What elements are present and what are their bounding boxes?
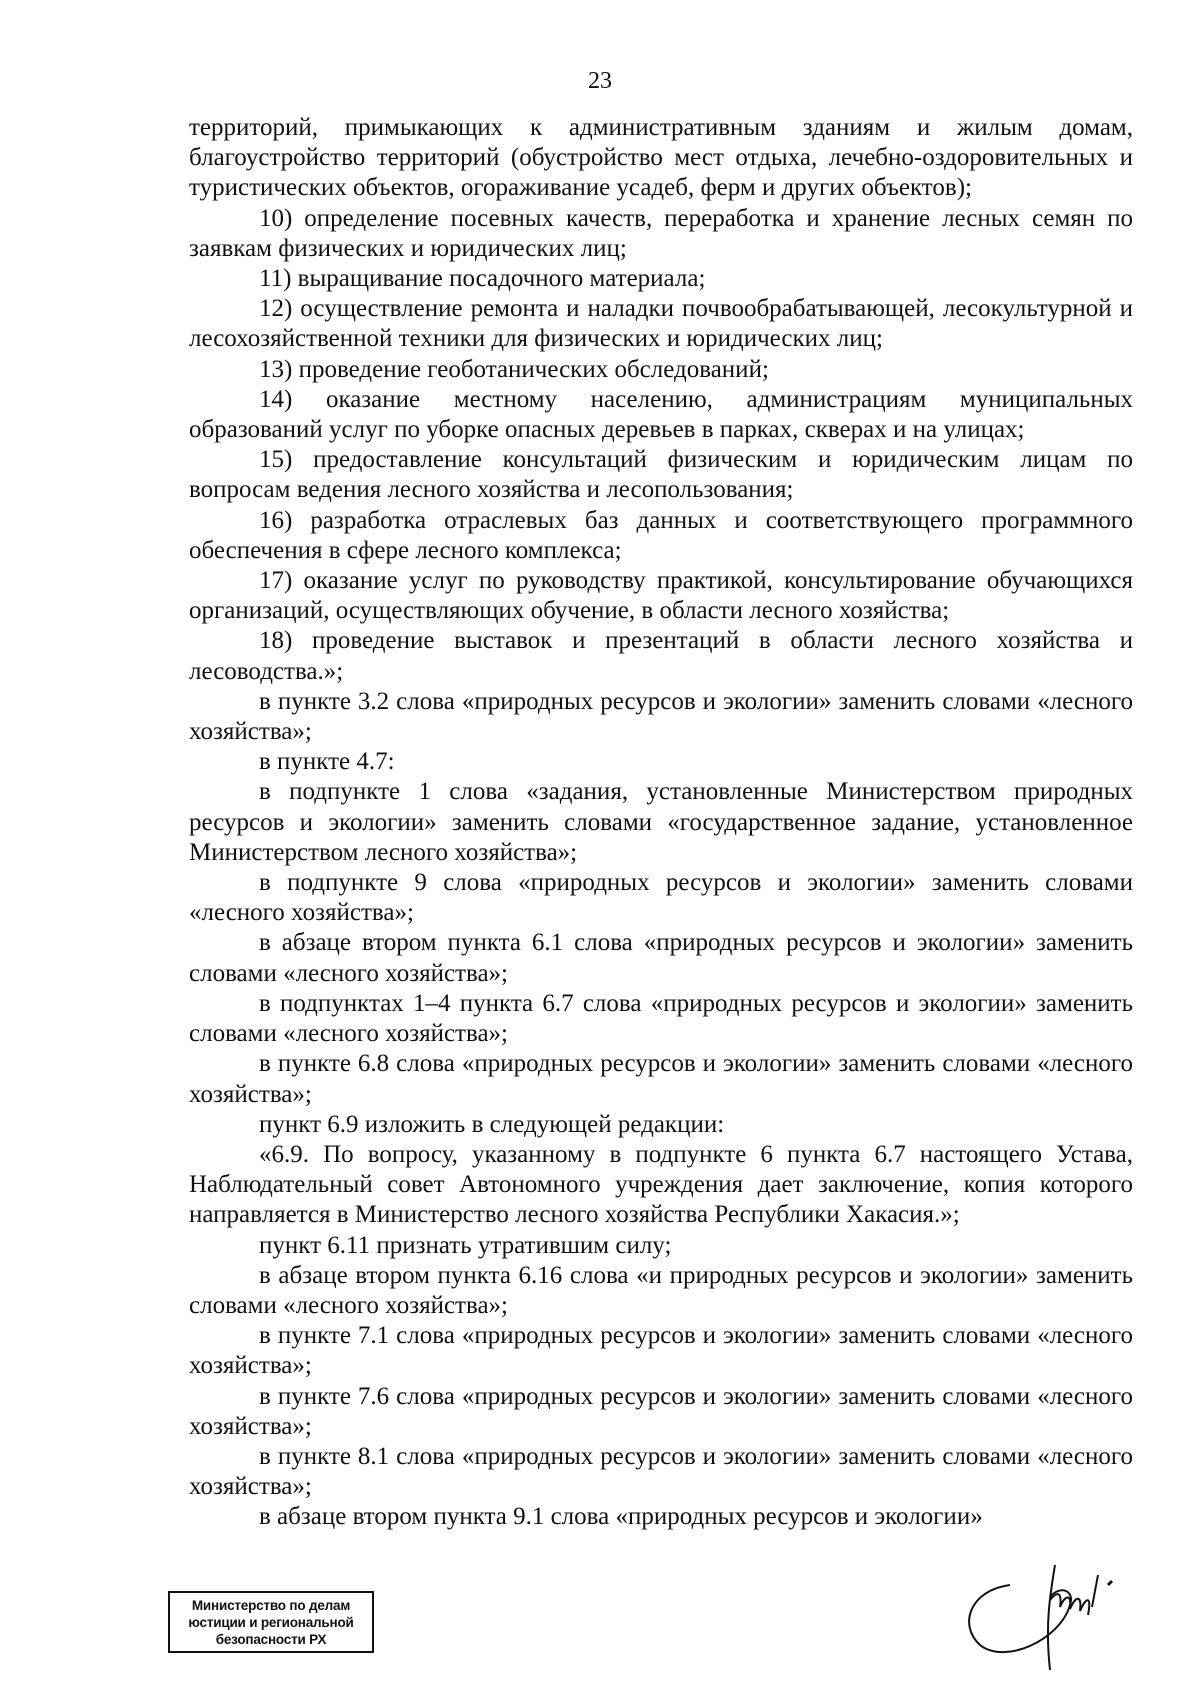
stamp-line: Министерство по делам xyxy=(191,1598,351,1613)
paragraph: в подпункте 9 слова «природных ресурсов и экологии» заменить словами «лесного хозяйства»; xyxy=(189,869,1133,927)
paragraph: в пункте 7.6 слова «природных ресурсов и экологии» заменить словами «лесного хозяйства»; xyxy=(189,1382,1133,1440)
list-item: 14) оказание местному населению, администрациям муниципальных образований услуг по уборке опасных деревьев в парках, скверах и на улицах; xyxy=(189,385,1133,444)
page-number: 23 xyxy=(588,68,612,94)
paragraph: в пункте 4.7: xyxy=(259,748,395,776)
list-item: 10) определение посевных качеств, переработка и хранение лесных семян по заявкам физических и юридических лиц; xyxy=(189,204,1133,262)
paragraph: в пункте 3.2 слова «природных ресурсов и экологии» заменить словами «лесного хозяйства»; xyxy=(189,687,1133,746)
paragraph: территорий, примыкающих к административным зданиям и жилым домам, благоустройство территорий (обустройство мест отдыха, лечебно-оздоровительных и туристических объектов, огораживание усадеб, ферм и других объектов); xyxy=(189,114,1133,202)
list-item: 18) проведение выставок и презентаций в области лесного хозяйства и лесоводства.»; xyxy=(189,627,1133,685)
list-item: 12) осуществление ремонта и наладки почвообрабатывающей, лесокультурной и лесохозяйственной техники для физических и юридических лиц; xyxy=(189,295,1133,353)
paragraph: в абзаце втором пункта 9.1 слова «природных ресурсов и экологии» xyxy=(259,1503,983,1531)
document-body xyxy=(189,113,1133,1533)
list-item: 17) оказание услуг по руководству практикой, консультирование обучающихся организаций, осуществляющих обучение, в области лесного хозяйства; xyxy=(189,567,1133,625)
stamp-line: юстиции и региональной xyxy=(188,1615,354,1630)
paragraph: в пункте 6.8 слова «природных ресурсов и экологии» заменить словами «лесного хозяйства»; xyxy=(189,1050,1133,1108)
paragraph: в подпунктах 1–4 пункта 6.7 слова «природных ресурсов и экологии» заменить словами «лесного хозяйства»; xyxy=(189,989,1133,1048)
stamp-line: безопасности РХ xyxy=(215,1632,327,1647)
ministry-stamp xyxy=(168,1591,374,1653)
signature xyxy=(950,1545,1150,1675)
list-item: 11) выращивание посадочного материала; xyxy=(259,265,706,293)
list-item: 16) разработка отраслевых баз данных и соответствующего программного обеспечения в сфере лесного комплекса; xyxy=(189,506,1133,564)
paragraph: в подпункте 1 слова «задания, установленные Министерством природных ресурсов и экологии» заменить словами «государственное задание, установленное Министерством лесного хозяйства»; xyxy=(189,778,1133,866)
paragraph: в пункте 7.1 слова «природных ресурсов и экологии» заменить словами «лесного хозяйства»; xyxy=(189,1322,1133,1380)
list-item: 13) проведение геоботанических обследований; xyxy=(259,355,769,383)
paragraph: в пункте 8.1 слова «природных ресурсов и экологии» заменить словами «лесного хозяйства»; xyxy=(189,1442,1133,1501)
paragraph: пункт 6.11 признать утратившим силу; xyxy=(259,1231,672,1259)
paragraph: в абзаце втором пункта 6.16 слова «и природных ресурсов и экологии» заменить словами «лесного хозяйства»; xyxy=(189,1261,1133,1319)
paragraph: в абзаце втором пункта 6.1 слова «природных ресурсов и экологии» заменить словами «лесного хозяйства»; xyxy=(189,929,1133,987)
paragraph: «6.9. По вопросу, указанному в подпункте 6 пункта 6.7 настоящего Устава, Наблюдательный совет Автономного учреждения дает заключение, копия которого направляется в Министерство лесного хозяйства Республики Хакасия.»; xyxy=(189,1140,1133,1229)
list-item: 15) предоставление консультаций физическим и юридическим лицам по вопросам ведения лесного хозяйства и лесопользования; xyxy=(189,446,1133,504)
paragraph: пункт 6.9 изложить в следующей редакции: xyxy=(259,1110,725,1138)
